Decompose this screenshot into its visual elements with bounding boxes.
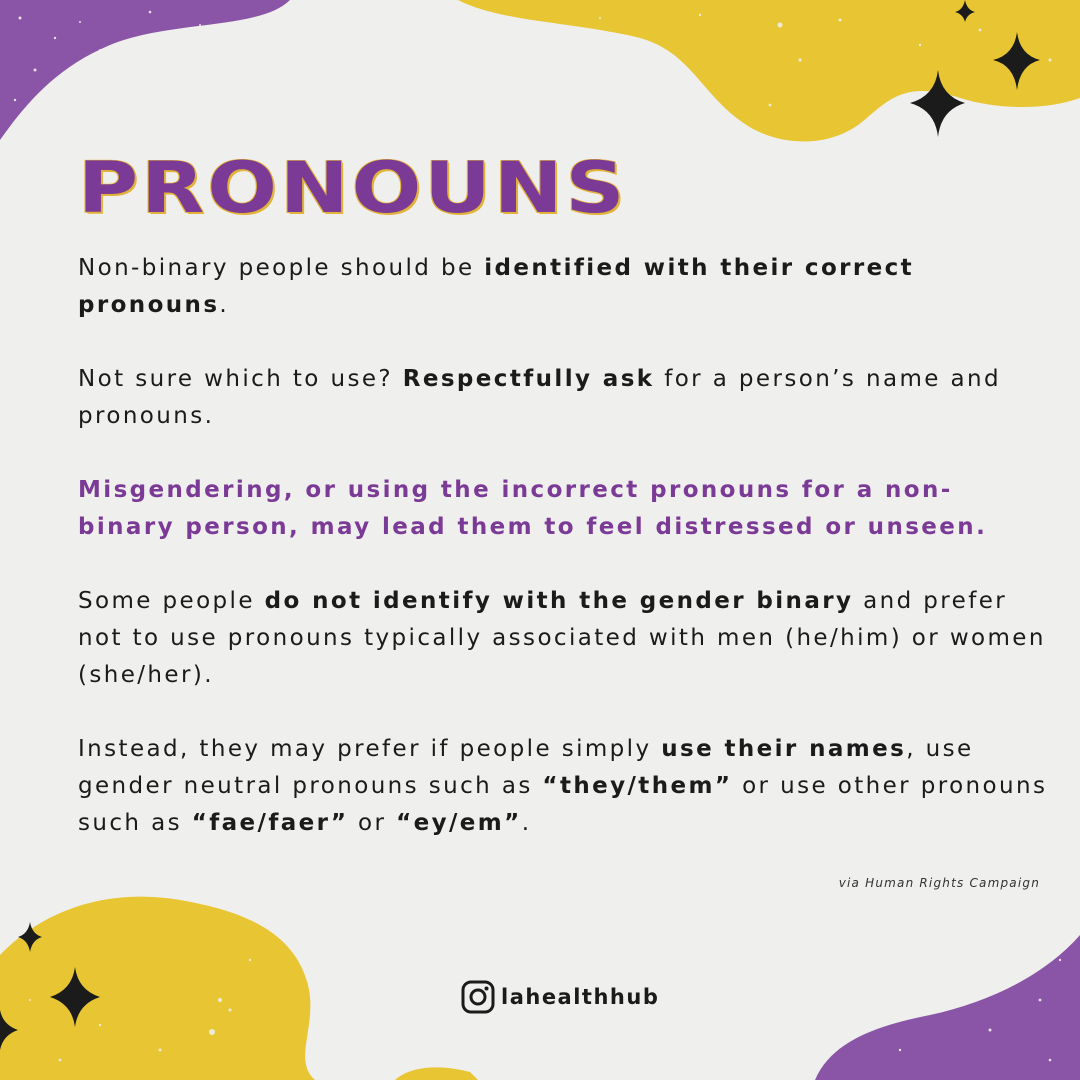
text-span: Not sure which to use? [78,366,403,392]
paragraph-misgendering: Misgendering, or using the incorrect pronouns for a non-binary person, may lead them to feel distressed or unseen. [78,477,988,540]
handle-text: lahealthhub [501,985,660,1009]
purple-blob-top-left [0,0,290,140]
text-span: Some people [78,588,265,614]
source-credit: via Human Rights Campaign [838,876,1040,890]
text-span: Non-binary people should be [78,255,485,281]
yellow-arc-bottom [395,1067,478,1080]
bold-text: use their names [661,736,907,762]
bold-text: do not identify with the gender binary [264,588,854,614]
text-span: or use other pronouns such as [78,773,1048,836]
text-span: or [348,810,397,836]
text-span: for a person’s name and pronouns. [78,366,1001,429]
text-span: . [219,292,230,318]
bold-text: “they/them” [542,773,733,799]
bold-text: Respectfully ask [402,366,655,392]
bold-text: “fae/faer” [191,810,349,836]
paragraph-gender-binary [78,583,1048,694]
text-span: . [521,810,532,836]
text-span: Instead, they may prefer if people simply [78,736,662,762]
paragraph-instead [78,731,1048,842]
paragraph-pronouns [78,250,1048,324]
instagram-handle[interactable] [461,980,659,1014]
bold-text: identified with their correct pronouns [78,255,915,318]
paragraph-ask [78,361,1048,435]
page-title: PRONOUNS [78,147,628,230]
yellow-blob-bottom-left [0,897,315,1080]
text-span: and prefer not to use pronouns typically associated with men (he/him) or women (she/her). [78,588,1046,688]
text-span: , use gender neutral pronouns such as [78,736,974,799]
body-content [78,250,1048,879]
purple-blob-bottom-right [815,935,1080,1080]
yellow-blob-top-right [458,0,1080,142]
instagram-icon [461,980,495,1014]
bold-text: “ey/em” [396,810,522,836]
